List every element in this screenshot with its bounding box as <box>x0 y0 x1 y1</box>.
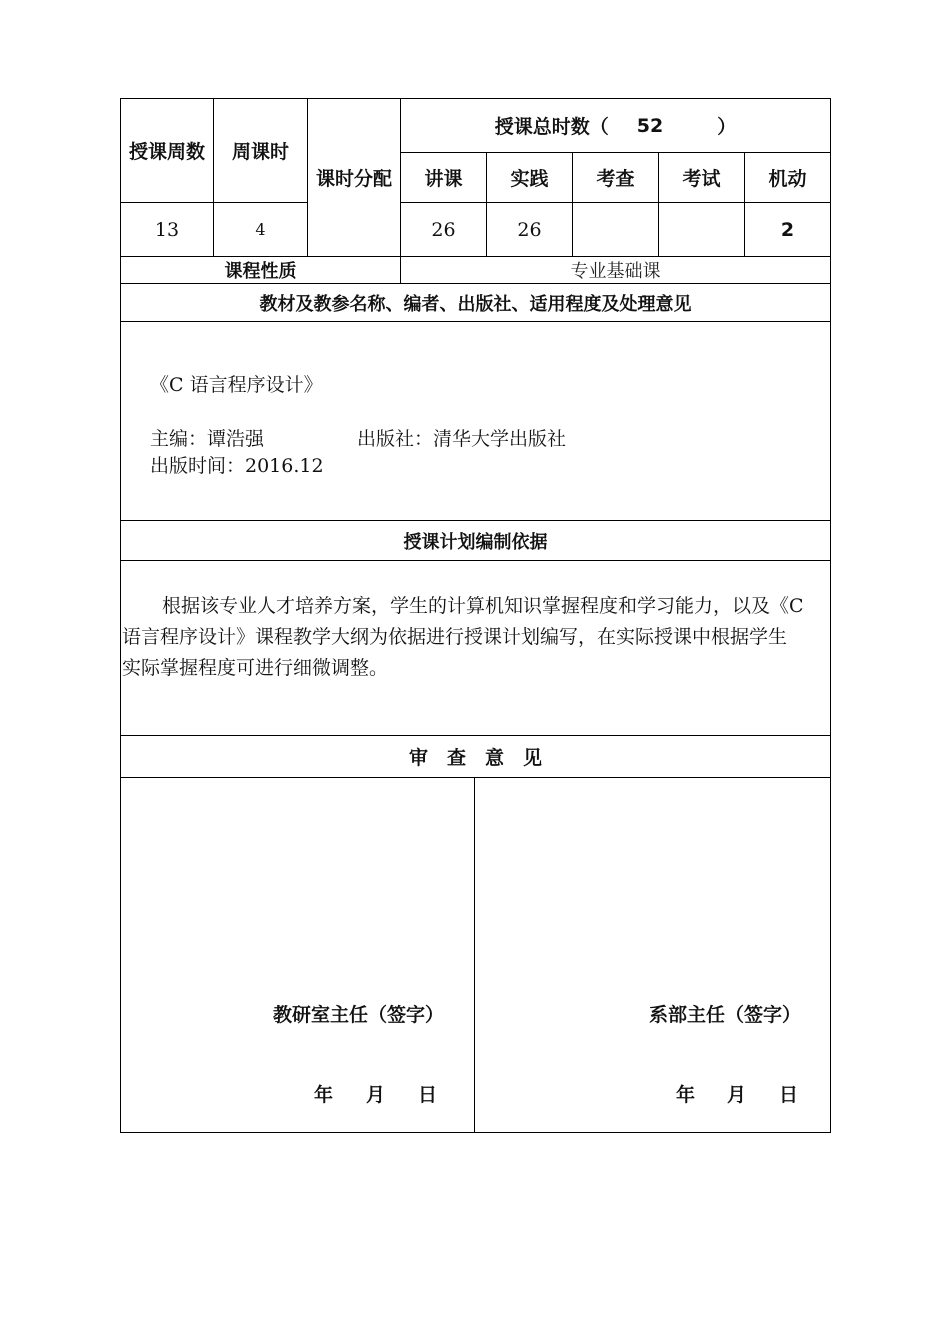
table-rule <box>474 777 475 1133</box>
weekly-hours-value: 4 <box>255 220 266 239</box>
flexible-value: 2 <box>780 218 795 241</box>
left-date-month: 月 <box>366 1084 386 1106</box>
practice-value: 26 <box>517 218 542 241</box>
right-date-day: 日 <box>779 1084 799 1106</box>
allocation-label: 课时分配 <box>315 168 392 190</box>
exam-value <box>659 203 744 256</box>
column-check: 考查 <box>596 168 635 190</box>
column-practice: 实践 <box>510 168 549 190</box>
right-signature-label: 系部主任（签字） <box>649 1004 802 1026</box>
textbook-pub-date: 出版时间：2016.12 <box>150 455 324 477</box>
basis-heading: 授课计划编制依据 <box>403 531 548 553</box>
table-border-bottom <box>120 1132 831 1133</box>
textbook-heading: 教材及教参名称、编者、出版社、适用程度及处理意见 <box>259 293 692 315</box>
column-flexible: 机动 <box>768 168 807 190</box>
total-hours-suffix: ） <box>717 116 737 138</box>
basis-line-2: 语言程序设计》课程教学大纲为依据进行授课计划编写，在实际授课中根据学生 <box>122 626 788 648</box>
left-date-year: 年 <box>314 1084 334 1106</box>
check-value <box>573 203 658 256</box>
table-border-right <box>830 98 831 1133</box>
total-hours-prefix: 授课总时数（ <box>494 116 609 138</box>
total-hours-row <box>401 99 830 152</box>
table-rule <box>120 560 831 561</box>
left-signature-label: 教研室主任（签字） <box>273 1004 445 1026</box>
basis-line-3: 实际掌握程度可进行细微调整。 <box>122 657 389 679</box>
nature-value: 专业基础课 <box>570 261 661 282</box>
weekly-hours-label: 周课时 <box>231 141 289 163</box>
textbook-editor: 主编：谭浩强 <box>150 428 265 450</box>
column-lecture: 讲课 <box>424 168 463 190</box>
column-exam: 考试 <box>682 168 721 190</box>
left-date-day: 日 <box>418 1084 438 1106</box>
weeks-value: 13 <box>154 218 180 241</box>
total-hours-value: 52 <box>636 114 664 137</box>
lecture-value: 26 <box>431 218 456 241</box>
right-date-month: 月 <box>727 1084 747 1106</box>
right-date-year: 年 <box>676 1084 696 1106</box>
table-rule <box>120 321 831 322</box>
textbook-publisher: 出版社：清华大学出版社 <box>357 428 567 450</box>
review-heading: 审 查 意 见 <box>408 747 542 769</box>
basis-line-1: 根据该专业人才培养方案，学生的计算机知识掌握程度和学习能力，以及《C <box>162 595 804 617</box>
nature-label: 课程性质 <box>224 261 297 282</box>
weeks-label: 授课周数 <box>128 141 205 163</box>
textbook-title: 《C 语言程序设计》 <box>150 374 323 396</box>
table-rule <box>120 777 831 778</box>
